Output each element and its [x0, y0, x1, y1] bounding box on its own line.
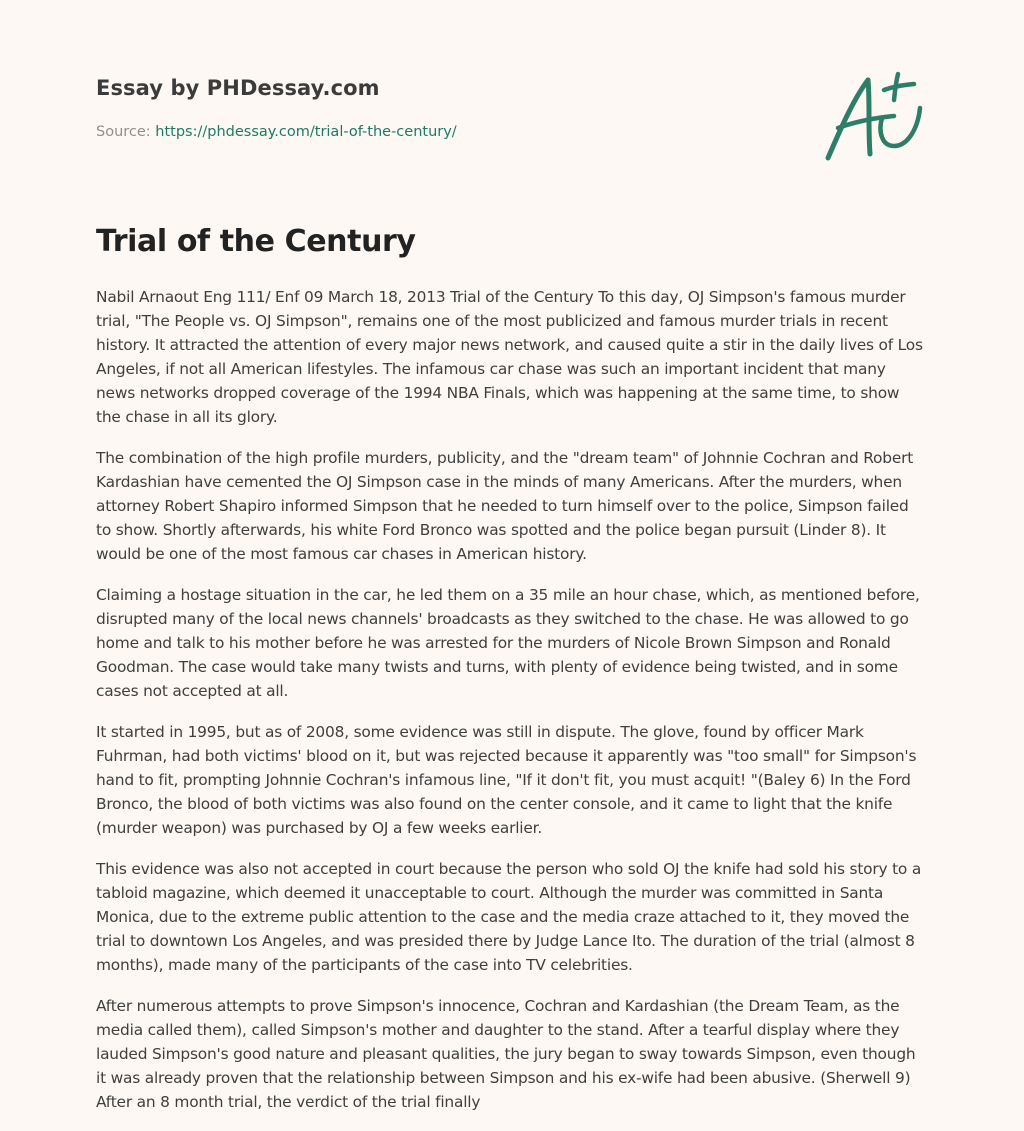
source-label: Source: — [96, 124, 156, 140]
source-link[interactable]: https://phdessay.com/trial-of-the-century/ — [155, 124, 457, 140]
site-brand-title: Essay by PHDessay.com — [96, 76, 380, 100]
source-line — [96, 124, 457, 140]
document-title: Trial of the Century — [96, 224, 416, 259]
essay-paragraph: This evidence was also not accepted in court because the person who sold OJ the knife had sold his story to a tabloid magazine, which deemed it unacceptable to court. Although the murder was committed in Santa Monica, due to the extreme public attention to the case and the media craze attached to it, they moved the trial to downtown Los Angeles, and was presided there by Judge Lance Ito. The duration of the trial (almost 8 months), made many of the participants of the case into TV celebrities. — [96, 860, 922, 974]
essay-paragraph: After numerous attempts to prove Simpson's innocence, Cochran and Kardashian (the Dream Team, as the media called them), called Simpson's mother and daughter to the stand. After a tearful display where they lauded Simpson's good nature and pleasant qualities, the jury began to sway towards Simpson, even though it was already proven that the relationship between Simpson and his ex-wife had been abusive. (Sherwell 9) After an 8 month trial, the verdict of the trial finally — [96, 997, 916, 1111]
essay-body — [96, 285, 928, 1131]
essay-paragraph: The combination of the high profile murders, publicity, and the "dream team" of Johnnie Cochran and Robert Kardashian have cemented the OJ Simpson case in the minds of many Americans. After the murders, when attorney Robert Shapiro informed Simpson that he needed to turn himself over to the police, Simpson failed to show. Shortly afterwards, his white Ford Bronco was spotted and the police began pursuit (Linder 8). It would be one of the most famous car chases in American history. — [96, 449, 914, 563]
a-plus-logo-icon — [824, 68, 928, 164]
essay-paragraph: Nabil Arnaout Eng 111/ Enf 09 March 18, 2013 Trial of the Century To this day, OJ Simpson's famous murder trial, "The People vs. OJ Simpson", remains one of the most publicized and famous murder trials in recent history. It attracted the attention of every major news network, and caused quite a stir in the daily lives of Los Angeles, if not all American lifestyles. The infamous car chase was such an important incident that many news networks dropped coverage of the 1994 NBA Finals, which was happening at the same time, to show the chase in all its glory. — [96, 288, 923, 426]
essay-paragraph: Claiming a hostage situation in the car, he led them on a 35 mile an hour chase, which, as mentioned before, disrupted many of the local news channels' broadcasts as they switched to the chase. He was allowed to go home and talk to his mother before he was arrested for the murders of Nicole Brown Simpson and Ronald Goodman. The case would take many twists and turns, with plenty of evidence being twisted, and in some cases not accepted at all. — [96, 586, 920, 700]
essay-paragraph: It started in 1995, but as of 2008, some evidence was still in dispute. The glove, found by officer Mark Fuhrman, had both victims' blood on it, but was rejected because it apparently was "too small" for Simpson's hand to fit, prompting Johnnie Cochran's infamous line, "If it don't fit, you must acquit! "(Baley 6) In the Ford Bronco, the blood of both victims was also found on the center console, and it came to light that the knife (murder weapon) was purchased by OJ a few weeks earlier. — [96, 723, 917, 837]
